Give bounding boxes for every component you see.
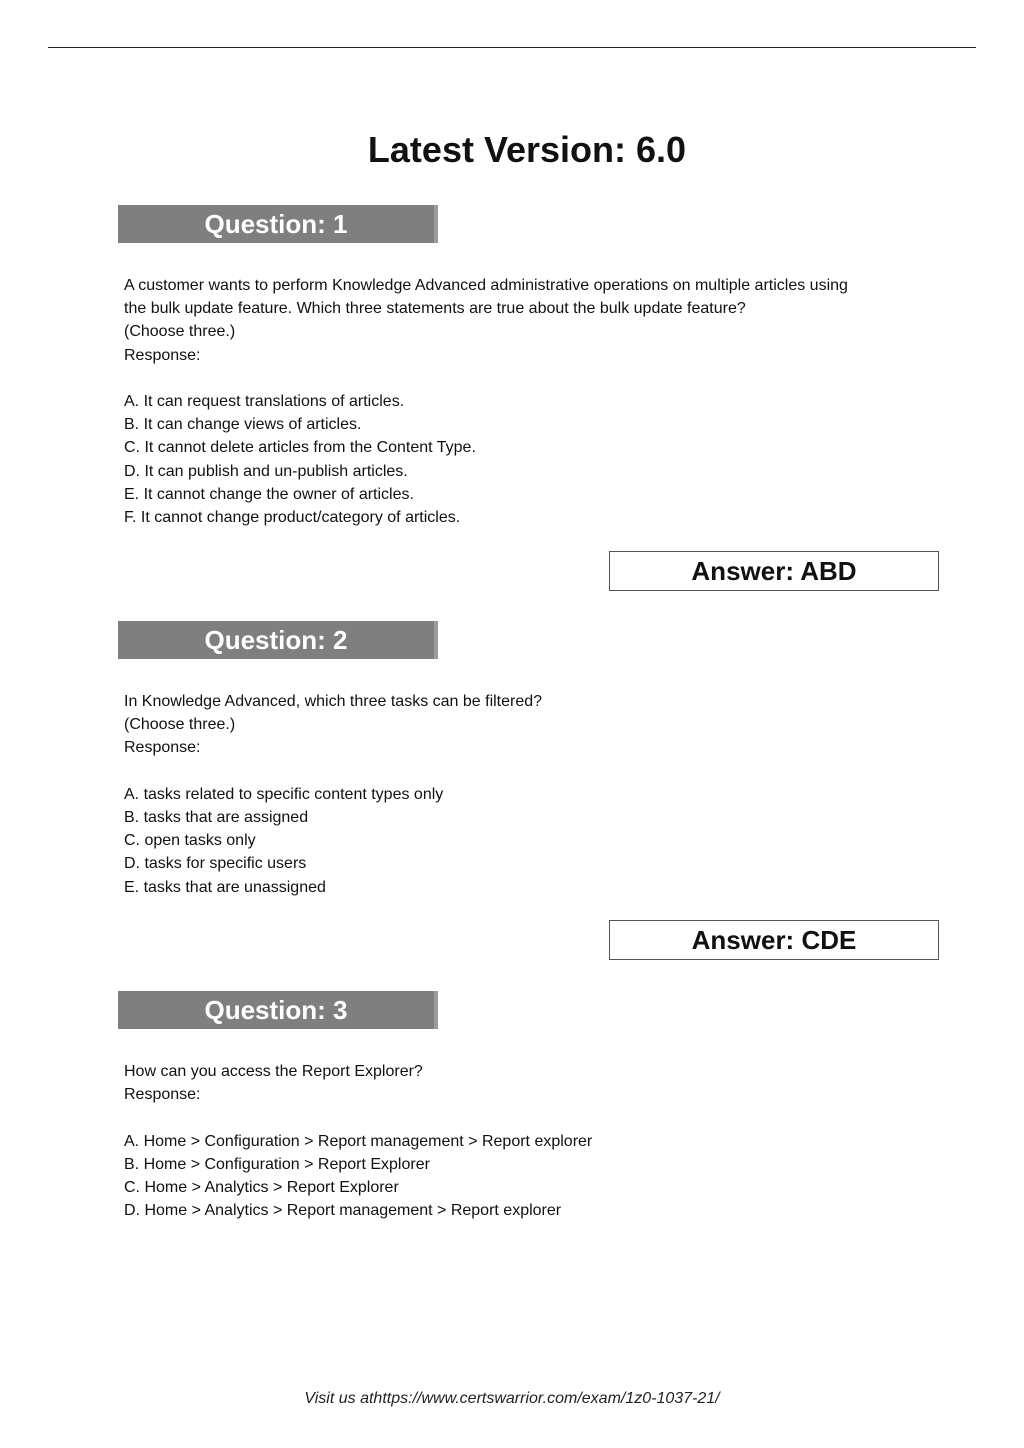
question-3-header: Question: 3 [118, 991, 438, 1029]
question-3-stem-line: How can you access the Report Explorer? [124, 1063, 423, 1080]
question-1-option-f: F. It cannot change product/category of articles. [124, 509, 461, 527]
question-1-option-a: A. It can request translations of articles. [124, 393, 405, 410]
spacer [124, 367, 944, 390]
footer-link[interactable]: Visit us athttps://www.certswarrior.com/exam/1z0-1037-21/ [304, 1390, 720, 1407]
question-3-stem-line: Response: [124, 1086, 201, 1104]
spacer [124, 760, 944, 783]
question-1-stem-line: (Choose three.) [124, 323, 236, 341]
question-1-stem-line: A customer wants to perform Knowledge Advanced administrative operations on multiple articles using [124, 277, 848, 294]
question-2-stem-line: (Choose three.) [124, 716, 236, 734]
question-1-option-d: D. It can publish and un-publish articles. [124, 462, 408, 480]
question-1-option-b: B. It can change views of articles. [124, 416, 362, 434]
question-1-stem-line: the bulk update feature. Which three statements are true about the bulk update feature? [124, 300, 746, 318]
question-3-option-d: D. Home > Analytics > Report management > Report explorer [124, 1202, 562, 1220]
question-1-body [124, 274, 944, 529]
question-2-option-b: B. tasks that are assigned [124, 809, 309, 826]
question-3-option-b: B. Home > Configuration > Report Explorer [124, 1155, 430, 1173]
question-3-body [124, 1060, 944, 1222]
question-1-option-e: E. It cannot change the owner of articles. [124, 485, 414, 503]
question-2-answer: Answer: CDE [609, 920, 939, 960]
top-rule [48, 47, 976, 48]
question-1-option-c: C. It cannot delete articles from the Content Type. [124, 439, 476, 457]
question-2-stem-line: In Knowledge Advanced, which three tasks can be filtered? [124, 693, 543, 710]
question-1-answer: Answer: ABD [609, 551, 939, 591]
question-1-header: Question: 1 [118, 205, 438, 243]
question-1-stem-line: Response: [124, 346, 201, 364]
question-3-option-c: C. Home > Analytics > Report Explorer [124, 1179, 399, 1196]
question-3-option-a: A. Home > Configuration > Report management > Report explorer [124, 1132, 593, 1150]
question-2-header: Question: 2 [118, 621, 438, 659]
question-2-option-e: E. tasks that are unassigned [124, 878, 326, 896]
page-title: Latest Version: 6.0 [367, 129, 687, 170]
question-2-stem-line: Response: [124, 739, 201, 757]
spacer [124, 1106, 944, 1129]
question-2-body [124, 690, 944, 899]
question-2-option-c: C. open tasks only [124, 832, 256, 850]
question-2-option-a: A. tasks related to specific content types only [124, 785, 444, 803]
question-2-option-d: D. tasks for specific users [124, 855, 307, 873]
